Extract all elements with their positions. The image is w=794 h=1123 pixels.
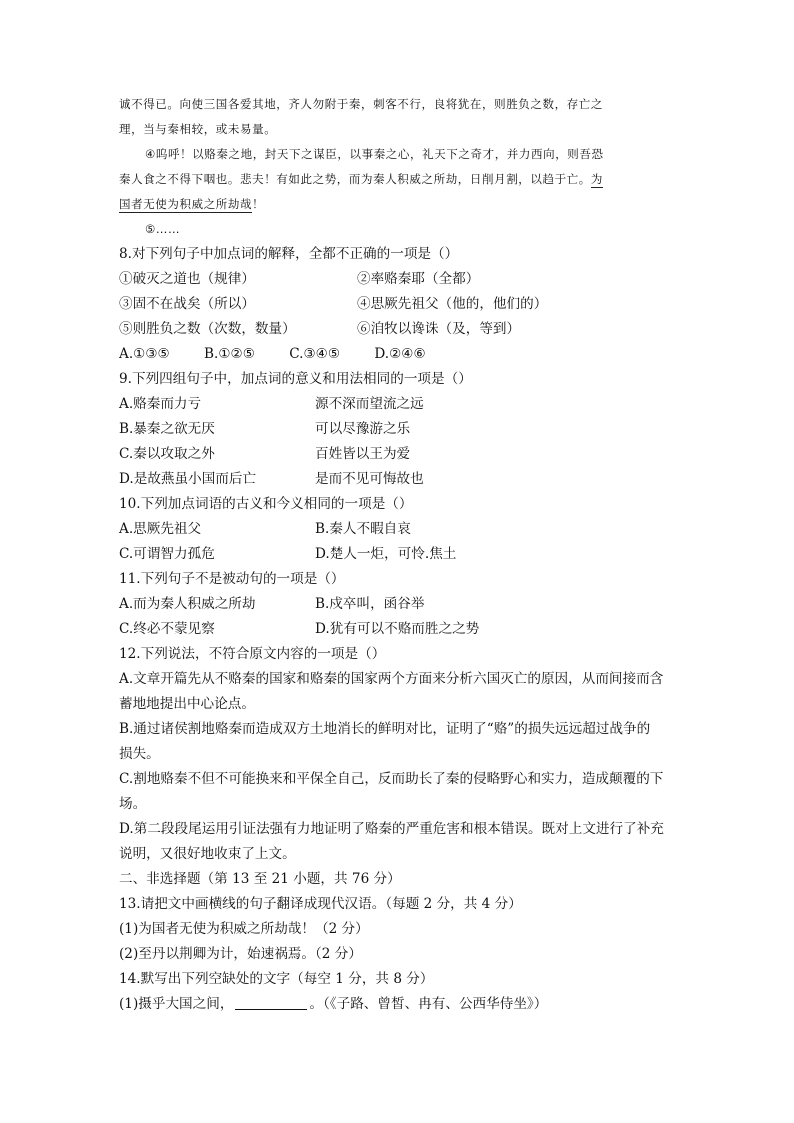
answer-options xyxy=(119,342,679,367)
option-row xyxy=(119,417,679,442)
sub-question xyxy=(119,992,679,1017)
underlined-sentence: 国者无使为积威之所劫哉 xyxy=(119,197,253,211)
option-right: 源不深而望流之远 xyxy=(315,396,424,412)
option-left: C.秦以攻取之外 xyxy=(119,446,215,462)
option-right: 百姓皆以王为爱 xyxy=(315,446,411,462)
option-row xyxy=(119,592,679,617)
section-heading: 二、非选择题（第 13 至 21 小题，共 76 分） xyxy=(119,871,401,887)
passage-text: 秦人食之不得下咽也。悲夫！有如此之势，而为秦人积威之所劫，日削月割，以趋于亡。 xyxy=(119,172,591,186)
sub-question-text: (1)摄乎大国之间， xyxy=(119,996,234,1012)
option-row xyxy=(119,617,679,642)
passage-line: ④呜呼！以赂秦之地，封天下之谋臣，以事秦之心，礼天下之奇才，并力西向，则吾恐 xyxy=(145,147,604,161)
option-c-line: 场。 xyxy=(119,796,147,812)
item: ③固不在战矣（所以） xyxy=(119,296,255,312)
passage-line: 理，当与秦相较，或未易量。 xyxy=(119,122,277,136)
option-right: B.秦人不暇自哀 xyxy=(315,521,411,537)
item: ④思厥先祖父（他的，他们的） xyxy=(357,296,548,312)
question-stem: 14.默写出下列空缺处的文字（每空 1 分，共 8 分） xyxy=(119,971,434,987)
option-left: A.思厥先祖父 xyxy=(119,521,202,537)
item: ⑤则胜负之数（次数，数量） xyxy=(119,321,296,337)
option-b-line: 损失。 xyxy=(119,746,160,762)
option-row xyxy=(119,392,679,417)
option-row xyxy=(119,317,679,342)
option-right: 是而不见可悔故也 xyxy=(315,471,424,487)
option-left: A.而为秦人积威之所劫 xyxy=(119,596,256,612)
question-stem: 9.下列四组句子中，加点词的意义和用法相同的一项是（） xyxy=(119,371,472,387)
answer-blank[interactable] xyxy=(235,995,307,1010)
classical-passage xyxy=(119,92,679,242)
passage-line: ⑤…… xyxy=(145,222,181,236)
question-8 xyxy=(119,242,679,367)
option-left: C.可谓智力孤危 xyxy=(119,546,215,562)
question-stem: 12.下列说法，不符合原文内容的一项是（） xyxy=(119,646,386,662)
option-left: B.暴秦之欲无厌 xyxy=(119,421,215,437)
option-d-line: 说明，又很好地收束了上文。 xyxy=(119,846,296,862)
option-left: D.是故燕虽小国而后亡 xyxy=(119,471,257,487)
sub-question: (1)为国者无使为积威之所劫哉！（2 分） xyxy=(119,921,369,937)
option-row xyxy=(119,467,679,492)
option-row xyxy=(119,267,679,292)
option-right: D.楚人一炬，可怜.焦土 xyxy=(315,546,457,562)
question-10 xyxy=(119,492,679,567)
option-c: C.③④⑤ xyxy=(289,346,341,362)
passage-text: ！ xyxy=(252,197,265,211)
question-12 xyxy=(119,642,679,867)
item: ①破灭之道也（规律） xyxy=(119,271,255,287)
option-left: C.终必不蒙见察 xyxy=(119,621,215,637)
option-d: D.②④⑥ xyxy=(374,346,426,362)
option-b-line: B.通过诸侯割地赂秦而造成双方土地消长的鲜明对比，证明了“赂”的损失远远超过战争的 xyxy=(119,721,651,737)
question-9 xyxy=(119,367,679,492)
question-13 xyxy=(119,892,679,967)
question-stem: 11.下列句子不是被动句的一项是（） xyxy=(119,571,345,587)
sub-question-source: 。（《子路、曾皙、冉有、公西华侍坐》） xyxy=(309,996,548,1012)
question-14 xyxy=(119,967,679,1017)
question-11 xyxy=(119,567,679,642)
underlined-sentence: 为 xyxy=(590,172,604,186)
option-a-line: A.文章开篇先从不赂秦的国家和赂秦的国家两个方面来分析六国灭亡的原因，从而间接而含 xyxy=(119,671,664,687)
passage-line xyxy=(119,192,679,217)
option-row xyxy=(119,517,679,542)
option-a: A.①③⑤ xyxy=(119,346,170,362)
passage-line: 诚不得已。向使三国各爱其地，齐人勿附于秦，刺客不行，良将犹在，则胜负之数，存亡之 xyxy=(119,97,603,111)
option-left: A.赂秦而力亏 xyxy=(119,396,202,412)
question-stem: 8.对下列句子中加点词的解释，全都不正确的一项是（） xyxy=(119,246,459,262)
option-right: B.戍卒叫，函谷举 xyxy=(315,596,425,612)
option-c-line: C.割地赂秦不但不可能换来和平保全自己，反而助长了秦的侵略野心和实力，造成颠覆的下 xyxy=(119,771,664,787)
item: ⑥洎牧以谗诛（及，等到） xyxy=(357,321,521,337)
option-right: D.犹有可以不赂而胜之之势 xyxy=(315,621,480,637)
option-row xyxy=(119,442,679,467)
question-stem: 13.请把文中画横线的句子翻译成现代汉语。（每题 2 分，共 4 分） xyxy=(119,896,522,912)
option-right: 可以尽豫游之乐 xyxy=(315,421,411,437)
option-d-line: D.第二段段尾运用引证法强有力地证明了赂秦的严重危害和根本错误。既对上文进行了补充 xyxy=(119,821,664,837)
option-b: B.①②⑤ xyxy=(204,346,255,362)
passage-line xyxy=(119,167,679,192)
item: ②率赂秦耶（全都） xyxy=(357,271,480,287)
option-row xyxy=(119,542,679,567)
exam-page xyxy=(119,92,679,1017)
option-a-line: 蓄地地提出中心论点。 xyxy=(119,696,255,712)
question-stem: 10.下列加点词语的古义和今义相同的一项是（） xyxy=(119,496,413,512)
sub-question: (2)至丹以荆卿为计，始速祸焉。（2 分） xyxy=(119,946,362,962)
option-row xyxy=(119,292,679,317)
